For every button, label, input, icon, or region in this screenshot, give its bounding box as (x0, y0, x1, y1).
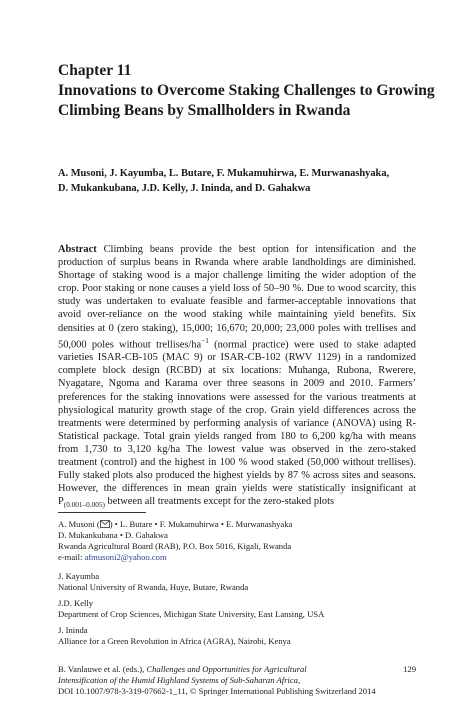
affiliation-email-line (58, 552, 418, 563)
footer-punctuation: , (297, 675, 301, 685)
affiliation-address: National University of Rwanda, Huye, Butare, Rwanda (58, 582, 249, 592)
affiliation-block-1 (58, 519, 418, 563)
affiliation-author-text: A. Musoni ( (58, 519, 100, 529)
affiliation-address: Alliance for a Green Revolution in Africa (AGRA), Nairobi, Kenya (58, 636, 291, 646)
affiliation-name: J. Kayumba (58, 571, 100, 581)
author-line-2: D. Mukankubana, J.D. Kelly, J. Ininda, and D. Gahakwa (58, 183, 311, 194)
abstract (58, 243, 416, 512)
footer-book-title-1: Challenges and Opportunities for Agricultural (146, 664, 307, 674)
abstract-text-1: Climbing beans provide the best option for intensification and the production of surplus beans in Rwanda where arable landholdings are diminished. Shortage of staking wood is a major challenge limiting the wider adoption of the crop. Poor staking or none causes a yield loss of 50–90 %. Due to wood scarcity, this study was undertaken to evaluate feasible and farmer-acceptable innovations that avoid over-reliance on the wood staking while maintaining yield benefits. Six densities at 0 (zero staking), 15,000; 16,670; 20,000; 23,000 poles with trellises and 50,000 poles without trellises/ha (58, 244, 416, 351)
author-line-1: A. Musoni, J. Kayumba, L. Butare, F. Mukamuhirwa, E. Murwanashyaka, (58, 168, 390, 179)
footer-doi: DOI 10.1007/978-3-319-07662-1_11, © Springer International Publishing Switzerland 2014 (58, 686, 376, 696)
email-label: e-mail: (58, 552, 85, 562)
abstract-label: Abstract (58, 244, 97, 255)
affiliation-name: J. Ininda (58, 625, 88, 635)
abstract-subscript: (0.001–0.005) (63, 501, 105, 510)
affiliation-block-2 (58, 571, 418, 593)
page-number: 129 (403, 664, 416, 674)
affiliation-name: J.D. Kelly (58, 598, 94, 608)
footer-line-2 (58, 675, 418, 686)
chapter-label: Chapter 11 (58, 62, 132, 79)
footer-book-title-2: Intensification of the Humid Highland Systems of Sub-Saharan Africa (58, 675, 298, 685)
envelope-icon (100, 520, 110, 528)
footnote-rule (58, 512, 146, 513)
footer-editors: B. Vanlauwe et al. (eds.), (58, 664, 147, 674)
abstract-text-3: between all treatments except for the zero-staked plots (104, 496, 335, 508)
abstract-text-2: (normal practice) were used to stake adapted varieties ISAR-CB-105 (MAC 9) or ISAR-CB-102 (RWV 1129) in a randomized complete block design (RCBD) at six locations: Muhanga, Rubona, Rwerere, Nyagatare, Ngoma and Karama over three seasons in 2009 and 2010. Farmers’ preferences for the staking innovations were assessed for the various treatments at physiological maturity growth stage of the crop. Grain yield differences across the treatments were determined by performing analysis of variance (ANOVA) using R- Statistical package. Total grain yields ranged from 180 to 6,200 kg/ha with means from 1,730 to 3,120 kg/ha The lowest value was observed in the zero-staked treatment (control) and the highest in 100 % wood staked (50,000 without trellises). Fully staked plots also produced the highest yields by 87 % across sites and seasons. However, the differences in mean grain yields were statistically insignificant at P (58, 339, 416, 508)
affiliation-block-4 (58, 625, 418, 647)
abstract-superscript: −1 (201, 336, 209, 345)
author-list (58, 166, 428, 196)
chapter-title: Innovations to Overcome Staking Challenges to Growing Climbing Beans by Smallholders in Rwanda (58, 82, 435, 119)
affiliation-address: Department of Crop Sciences, Michigan State University, East Lansing, USA (58, 609, 325, 619)
affiliation-author-text-2: ) • L. Butare • F. Mukamuhirwa • E. Murwanashyaka (109, 519, 293, 529)
footer-line-1 (58, 664, 418, 675)
affiliation-authors-line-1 (58, 519, 418, 530)
affiliation-authors-line-2: D. Mukankubana • D. Gahakwa (58, 530, 168, 540)
affiliation-address: Rwanda Agricultural Board (RAB), P.O. Box 5016, Kigali, Rwanda (58, 541, 292, 551)
email-link[interactable]: afmusoni2@yahoo.com (84, 552, 167, 562)
citation-footer (58, 664, 418, 697)
affiliation-block-3 (58, 598, 418, 620)
